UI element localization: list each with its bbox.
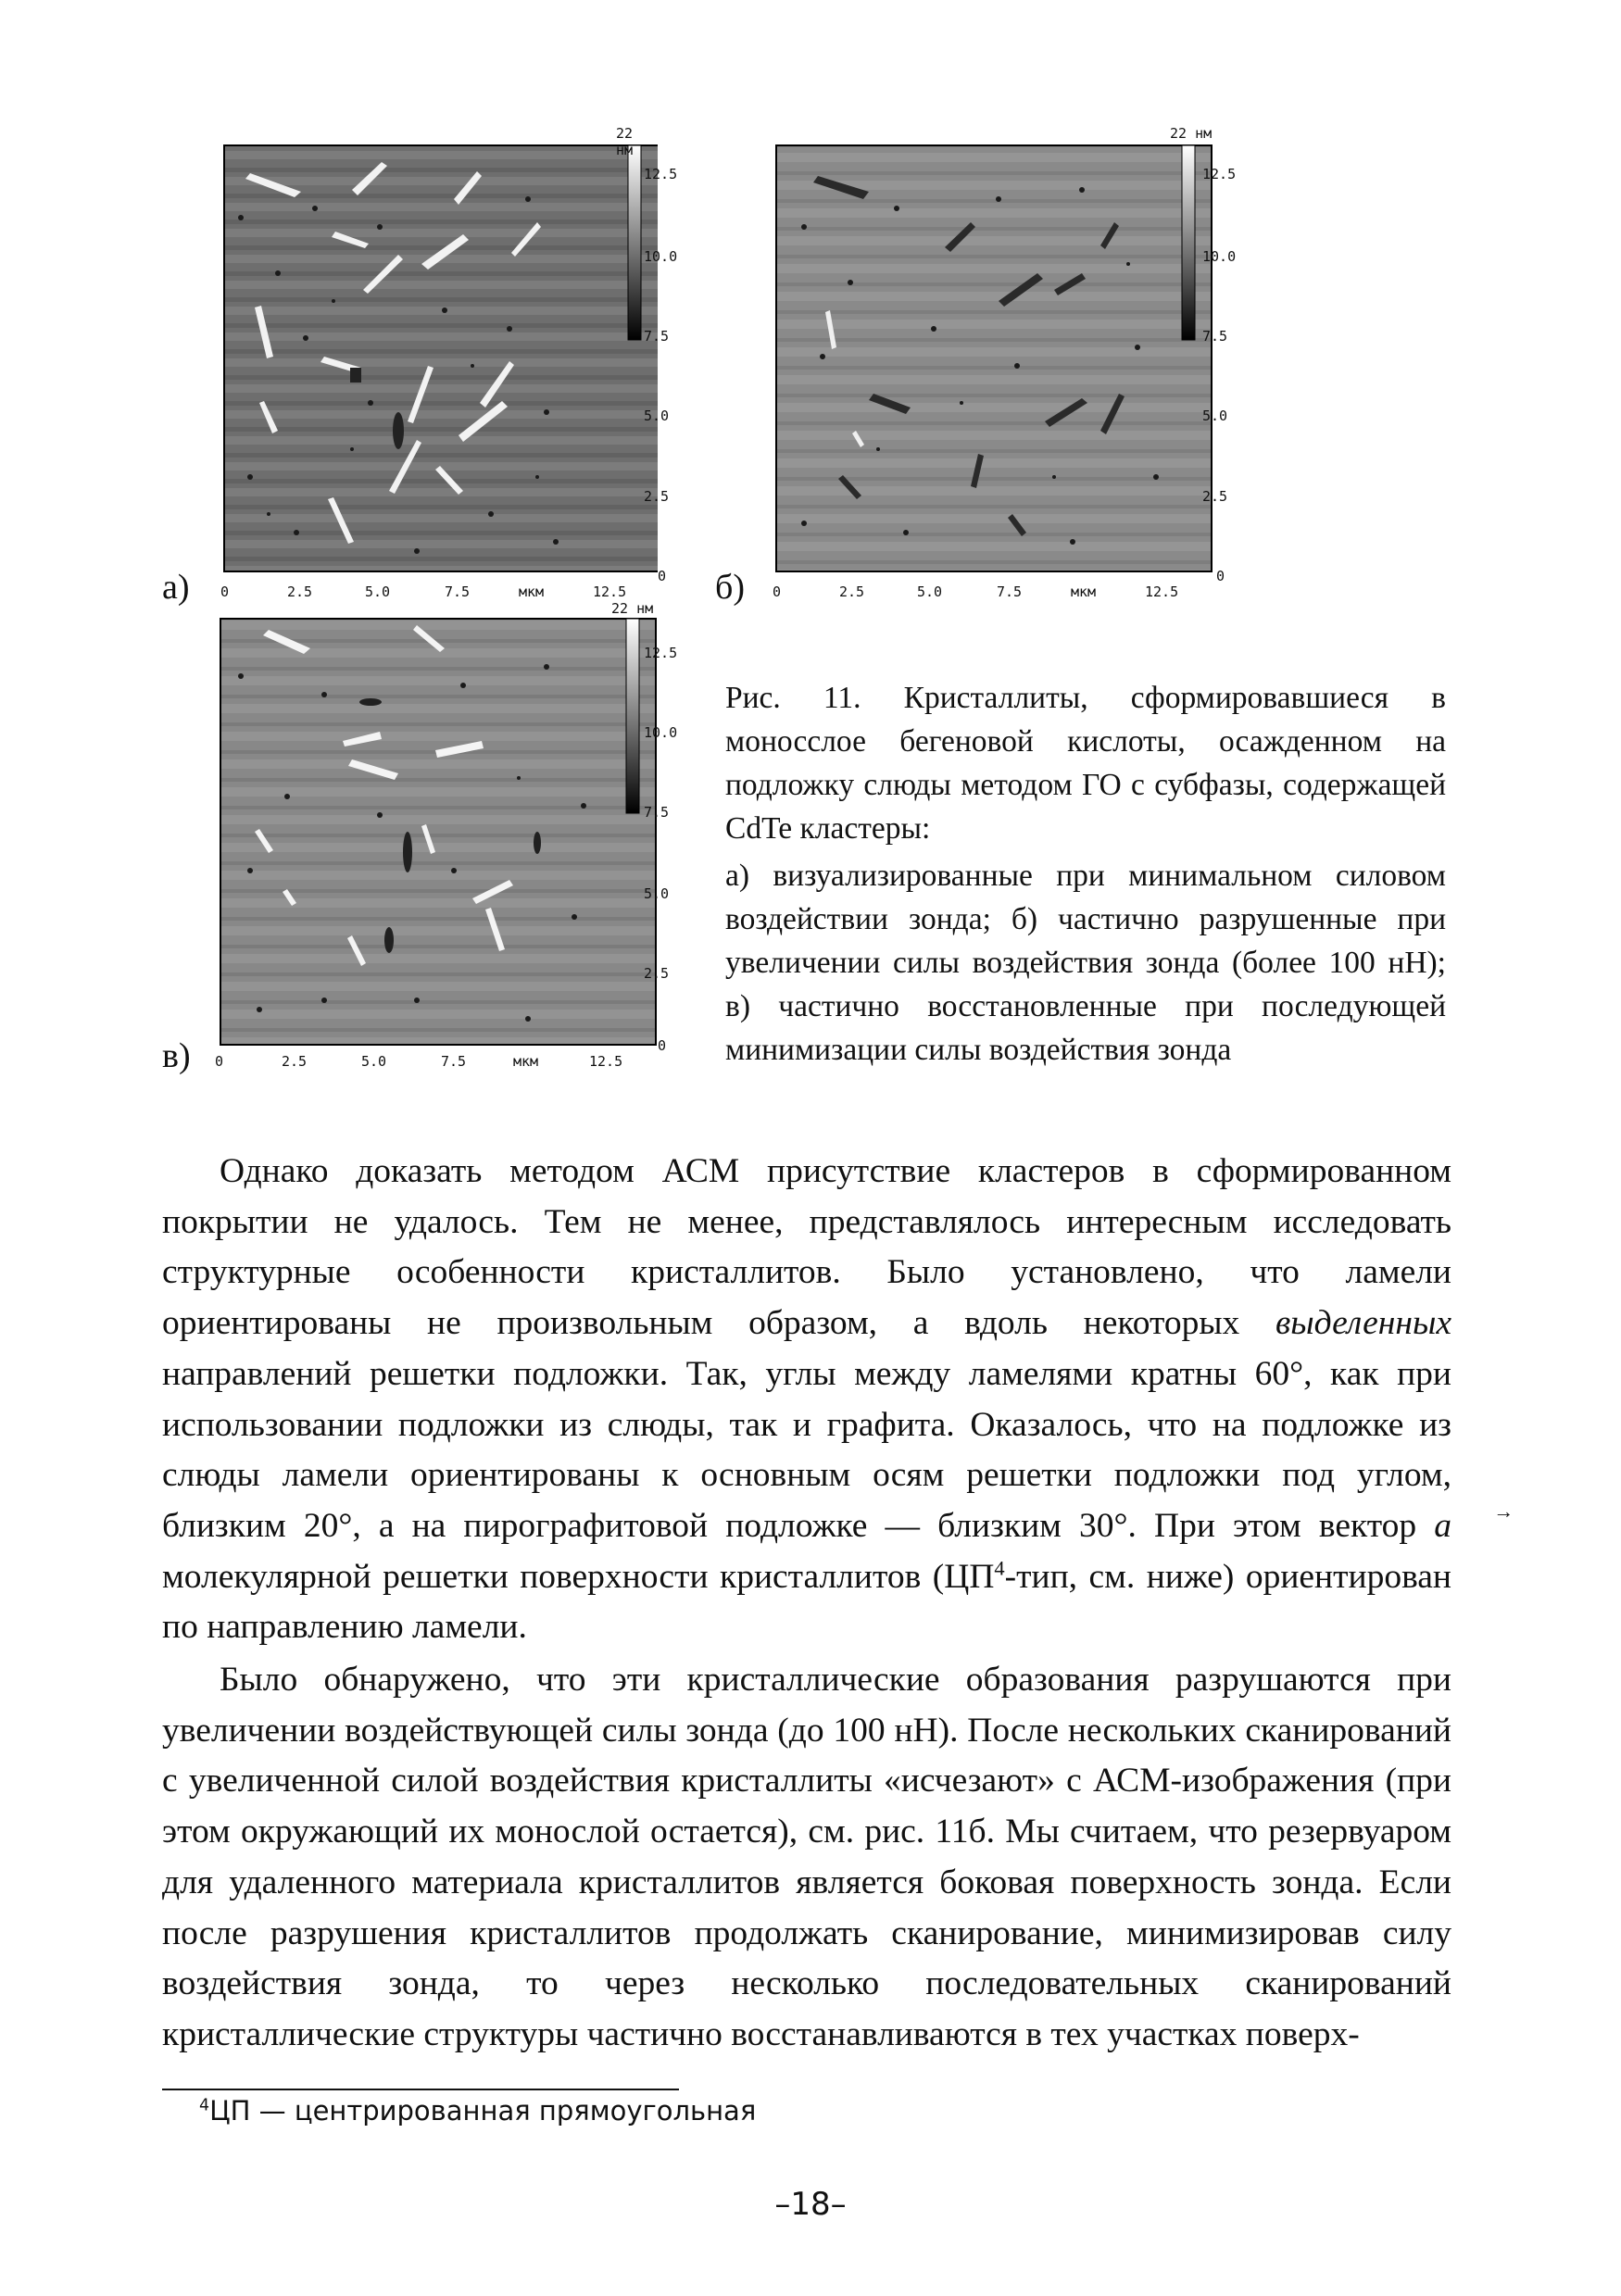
- footnote: [199, 2095, 756, 2127]
- colorbar-tick: 7.5: [644, 328, 670, 345]
- afm-image-c: [139, 593, 676, 1074]
- x-tick: 12.5: [589, 1053, 623, 1070]
- colorbar-tick: 12.5: [644, 166, 678, 182]
- x-tick: 2.5: [839, 583, 865, 600]
- footnote-mark: 4: [199, 2096, 210, 2115]
- figure-caption: [725, 676, 1446, 1072]
- colorbar-tick: 10.0: [644, 248, 678, 265]
- x-tick: мкм: [513, 1053, 539, 1070]
- afm-panel-b: [693, 125, 1237, 607]
- x-tick: 5.0: [365, 583, 391, 600]
- vector-a: [1434, 1499, 1514, 1545]
- colorbar-tick: 0: [658, 1037, 667, 1054]
- colorbar-tick: 5.0: [1202, 408, 1228, 424]
- panel-label-a: а): [162, 568, 190, 607]
- paragraph-2: Было обнаружено, что эти кристаллические образования разрушаются при увеличении воздействующей силы зонда (до 100 нН). После нескольких сканирований с увеличенной силой воздействия кристаллиты «исчезают» с АСМ-изображения (при этом окружающий их монослой остается), см. рис. 11б. Мы считаем, что резервуаром для удаленного материала кристаллитов является боковая поверхность зонда. Если после разрушения кристаллитов продолжать сканирование, минимизировав силу воздействия зонда, то через несколько последовательных сканирований кристаллические структуры частично восстанавливаются в тех участках поверх-: [162, 1661, 1451, 2053]
- paragraph-1: [162, 1147, 1514, 1653]
- body-text: [162, 1147, 1514, 2061]
- x-tick: 12.5: [1145, 583, 1179, 600]
- panel-label-c: в): [162, 1036, 191, 1075]
- x-tick: 7.5: [445, 583, 471, 600]
- afm-image-a: [139, 125, 658, 607]
- colorbar-tick: 12.5: [1202, 166, 1237, 182]
- colorbar-tick: 0: [1216, 568, 1225, 584]
- x-tick: 5.0: [361, 1053, 387, 1070]
- x-tick: 2.5: [287, 583, 313, 600]
- afm-panel-a: [139, 125, 678, 607]
- caption-lead: Рис. 11. Кристаллиты, сформировавшиеся в моносслое бегеновой кислоты, осажденном на подложку слюды методом ГО с субфазы, содержащей CdTe кластеры:: [725, 681, 1446, 846]
- colorbar-tick: 2.5: [644, 965, 670, 982]
- colorbar-tick: 2.5: [1202, 488, 1228, 505]
- text-run: Однако доказать методом АСМ присутствие кластеров в сформированном покрытии не удалось. Тем не менее, представлялось интересным исследовать структурные особенности кристаллитов. Было установлено, что ламели ориентированы не произвольным образом, а вдоль некоторых: [162, 1152, 1451, 1343]
- x-tick: мкм: [519, 583, 545, 600]
- afm-panel-c: [139, 593, 676, 1074]
- footnote-rule: [162, 2089, 679, 2090]
- colorbar-tick: 0: [658, 568, 667, 584]
- x-tick: 0: [215, 1053, 224, 1070]
- colorbar-tick: 5.0: [644, 885, 670, 902]
- colorbar-tick: 10.0: [1202, 248, 1237, 265]
- panel-label-b: б): [715, 568, 745, 607]
- x-tick: 0: [773, 583, 782, 600]
- emphasis: выделенных: [1275, 1304, 1451, 1343]
- x-tick: 5.0: [917, 583, 943, 600]
- page-number: –18–: [774, 2186, 847, 2223]
- x-tick: мкм: [1071, 583, 1097, 600]
- scale-top-label: 22 нм: [1170, 125, 1213, 142]
- scale-top-label: 22 нм: [611, 600, 654, 617]
- text-run: направлений решетки подложки. Так, углы между ламелями кратны 60°, как при использовании подложки из слюды, так и графита. Оказалось, что на подложке из слюды ламели ориентированы к основным осям решетки подложки под углом, близким 20°, а на пирографитовой подложке — близким 30°. При этом вектор: [162, 1354, 1451, 1545]
- footnote-ref: 4: [994, 1556, 1005, 1580]
- text-run: -тип, см. ниже) ориентирован по направлению ламели.: [162, 1557, 1452, 1647]
- colorbar-tick: 7.5: [1202, 328, 1228, 345]
- caption-items: а) визуализированные при минимальном силовом воздействии зонда; б) частично разрушенные при увеличении силы воздействия зонда (более 100 нН); в) частично восстановленные при последующей минимизации силы воздействия зонда: [725, 859, 1446, 1067]
- x-tick: 7.5: [441, 1053, 467, 1070]
- colorbar-tick: 2.5: [644, 488, 670, 505]
- colorbar-tick: 7.5: [644, 804, 670, 821]
- colorbar-tick: 10.0: [644, 724, 678, 741]
- scale-top-label: 22 нм: [616, 125, 634, 158]
- afm-image-b: [693, 125, 1230, 607]
- text-run: молекулярной решетки поверхности кристаллитов (ЦП: [162, 1557, 995, 1596]
- footnote-text: ЦП — центрированная прямоугольная: [209, 2095, 757, 2127]
- x-tick: 12.5: [593, 583, 627, 600]
- colorbar-tick: 5.0: [644, 408, 670, 424]
- x-tick: 0: [220, 583, 230, 600]
- x-tick: 7.5: [997, 583, 1023, 600]
- colorbar-tick: 12.5: [644, 645, 678, 661]
- x-tick: 2.5: [282, 1053, 308, 1070]
- vector-arrow-icon: →: [1493, 1499, 1514, 1523]
- vector-a-symbol: a: [1434, 1506, 1451, 1545]
